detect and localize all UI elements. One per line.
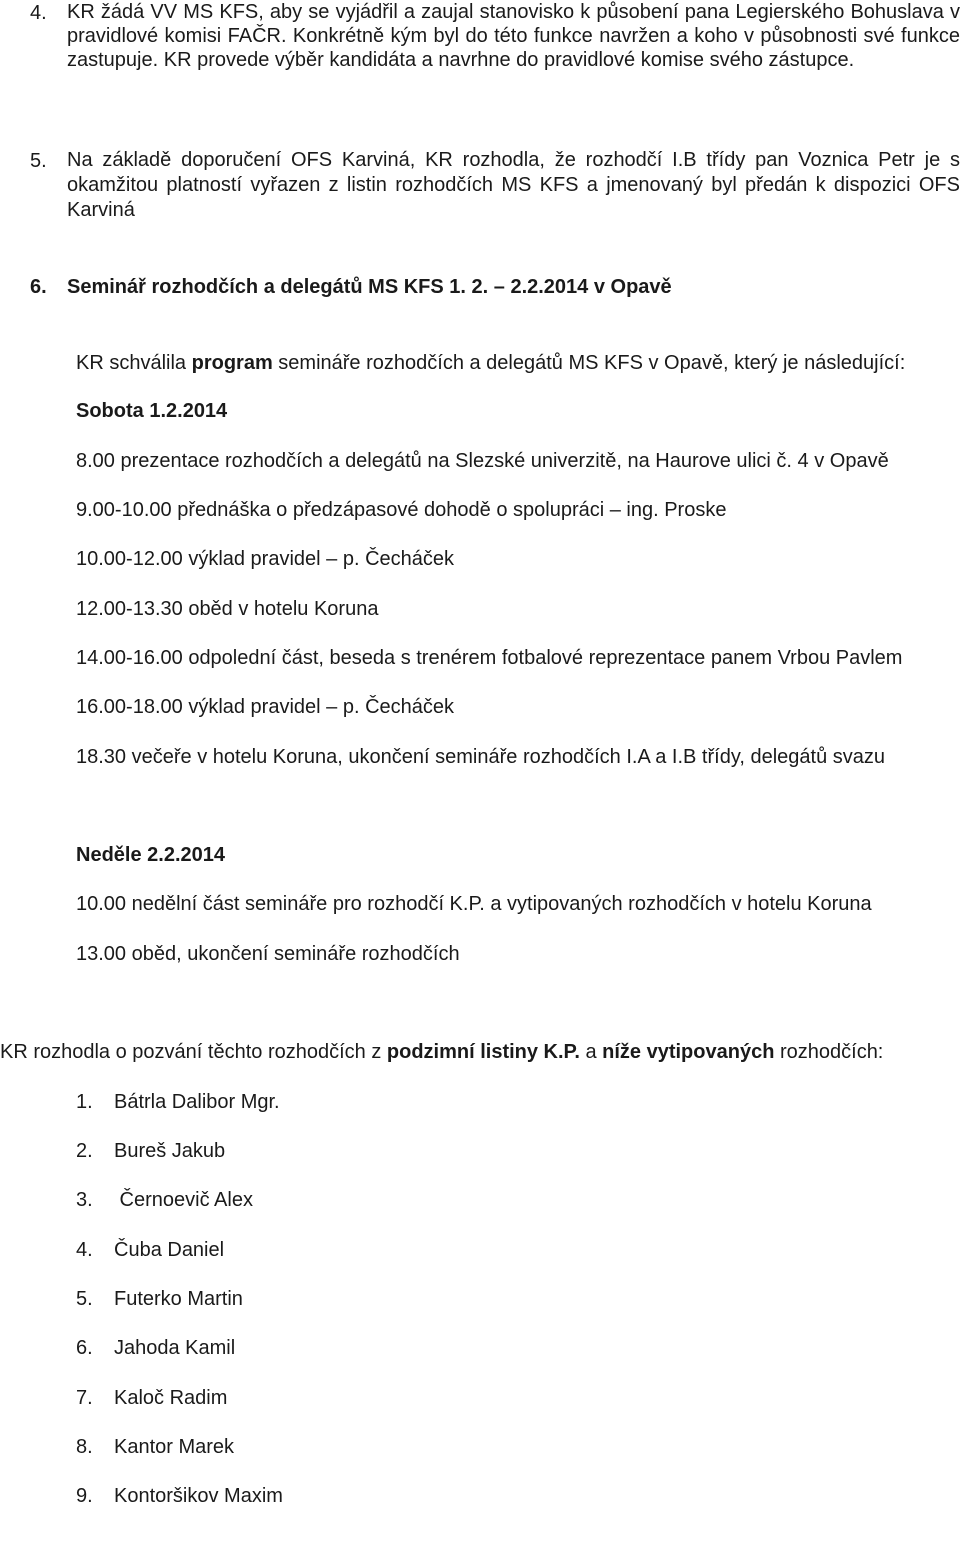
list-number: 9.	[76, 1485, 93, 1507]
referee-name: Bureš Jakub	[114, 1140, 226, 1162]
item-number: 6.	[30, 276, 47, 298]
program-intro-text: semináře rozhodčích a delegátů MS KFS v Opavě, který je následující:	[272, 352, 906, 374]
list-number: 8.	[76, 1436, 93, 1458]
schedule-item: 8.00 prezentace rozhodčích a delegátů na Slezské univerzitě, na Haurove ulici č. 4 v Opavě	[76, 450, 889, 472]
schedule-item: 12.00-13.30 oběd v hotelu Koruna	[76, 598, 379, 620]
item-5-text: Na základě doporučení OFS Karviná, KR rozhodla, že rozhodčí I.B třídy pan Voznica Petr je s okamžitou platností vyřazen z listin rozhodčích MS KFS a jmenovaný byl předán k dispozici OFS Karviná	[67, 149, 960, 221]
list-number: 6.	[76, 1337, 93, 1359]
schedule-item: 10.00 nedělní část semináře pro rozhodčí K.P. a vytipovaných rozhodčích v hotelu Koruna	[76, 893, 872, 915]
schedule-item: 18.30 večeře v hotelu Koruna, ukončení semináře rozhodčích I.A a I.B třídy, delegátů svazu	[76, 746, 885, 768]
schedule-item: 9.00-10.00 přednáška o předzápasové dohodě o spolupráci – ing. Proske	[76, 499, 727, 521]
program-intro-bold: program	[191, 352, 273, 374]
list-number: 7.	[76, 1387, 93, 1409]
referee-name: Kontoršikov Maxim	[114, 1485, 283, 1507]
sunday-heading: Neděle 2.2.2014	[76, 844, 225, 866]
program-intro	[76, 350, 905, 377]
invite-bold: níže vytipovaných	[602, 1041, 775, 1063]
list-number: 5.	[76, 1288, 93, 1310]
referee-name: Černoevič Alex	[114, 1189, 253, 1211]
referee-name: Bátrla Dalibor Mgr.	[114, 1091, 280, 1113]
schedule-item: 16.00-18.00 výklad pravidel – p. Čecháček	[76, 696, 455, 718]
item-number: 4.	[30, 2, 47, 24]
referee-name: Kantor Marek	[114, 1436, 235, 1458]
invite-text	[0, 1039, 883, 1066]
item-number: 5.	[30, 150, 47, 172]
list-number: 1.	[76, 1091, 93, 1113]
invite-bold: podzimní listiny K.P.	[386, 1041, 580, 1063]
saturday-heading: Sobota 1.2.2014	[76, 400, 228, 422]
invite-part: rozhodčích:	[774, 1041, 884, 1063]
list-number: 4.	[76, 1239, 93, 1261]
list-number: 2.	[76, 1140, 93, 1162]
schedule-item: 13.00 oběd, ukončení semináře rozhodčích	[76, 943, 460, 965]
invite-part: KR rozhodla o pozvání těchto rozhodčích z	[0, 1041, 387, 1063]
referee-name: Kaloč Radim	[114, 1387, 228, 1409]
list-number: 3.	[76, 1189, 93, 1211]
referee-name: Čuba Daniel	[114, 1239, 225, 1261]
program-intro-text: KR schválila	[76, 352, 192, 374]
seminar-heading: Seminář rozhodčích a delegátů MS KFS 1. 2. – 2.2.2014 v Opavě	[67, 276, 672, 298]
item-4-text: KR žádá VV MS KFS, aby se vyjádřil a zaujal stanovisko k působení pana Legierského Bohuslava v pravidlové komisi FAČR. Konkrétně kým byl do této funkce navržen a koho v působnosti své funkce zastupuje. KR provede výběr kandidáta a navrhne do pravidlové komise svého zástupce.	[67, 1, 960, 71]
schedule-item: 14.00-16.00 odpolední část, beseda s trenérem fotbalové reprezentace panem Vrbou Pavlem	[76, 647, 903, 669]
invite-part: a	[579, 1041, 603, 1063]
referee-name: Futerko Martin	[114, 1288, 243, 1310]
referee-name: Jahoda Kamil	[114, 1337, 236, 1359]
schedule-item: 10.00-12.00 výklad pravidel – p. Čecháček	[76, 548, 455, 570]
